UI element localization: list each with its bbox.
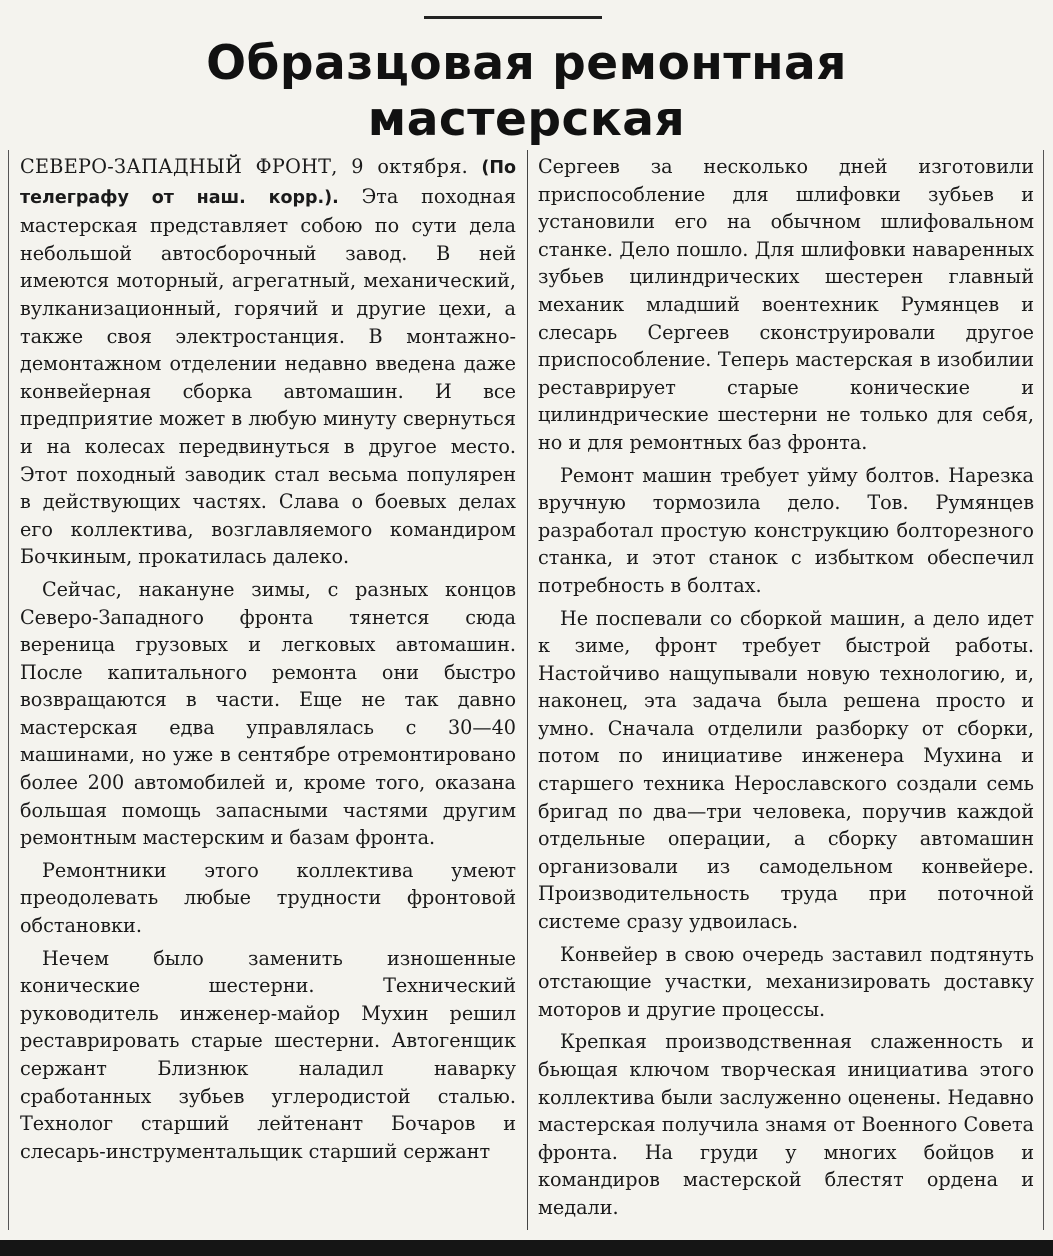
paragraph: Ремонтники этого коллектива умеют преодолевать любые трудности фронтовой обстановки. [20, 858, 516, 938]
paragraph: Сейчас, накануне зимы, с разных концов Северо-Западного фронта тянется сюда вереница грузовых и легковых автомашин. После капитального ремонта они быстро возвращаются в части. Еще не так давно мастерская едва управлялась с 30—40 машинами, но уже в сентябре отремонтировано более 200 автомобилей и, кроме того, оказана большая помощь запасными частями другим ремонтным мастерским и базам фронта. [20, 577, 516, 850]
top-rule [424, 16, 602, 19]
paragraph: Нечем было заменить изношенные конические шестерни. Технический руководитель инженер-майор Мухин решил реставрировать старые шестерни. Автогенщик сержант Близнюк наладил наварку сработанных зубьев углеродистой сталью. Технолог старший лейтенант Бочаров и слесарь-инструментальщик старший сержант [20, 946, 516, 1163]
left-column [20, 153, 516, 1170]
paragraph: Крепкая производственная слаженность и бьющая ключом творческая инициатива этого коллектива были заслуженно оценены. Недавно мастерская получила знамя от Военного Совета фронта. На груди у многих бойцов и командиров мастерской блестят ордена и медали. [538, 1030, 1034, 1219]
headline-line-1: Образцовая ремонтная [206, 36, 847, 91]
paragraph: Конвейер в свою очередь заставил подтянуть отстающие участки, механизировать доставку моторов и другие процессы. [538, 942, 1034, 1021]
paragraph: Не поспевали со сборкой машин, а дело идет к зиме, фронт требует быстрой работы. Настойчиво нащупывали новую технологию, и, наконец, эта задача была решена просто и умно. Сначала отделили разборку от сборки, потом по инициативе инженера Мухина и старшего техника Нерославского создали семь бригад по два—три человека, поручив каждой отдельные операции, а сборку автомашин организовали из самодельном конвейере. Производительность труда при поточной системе сразу удвоилась. [538, 606, 1034, 934]
right-border-rule [1043, 150, 1044, 1230]
headline [0, 36, 1053, 148]
dateline: СЕВЕРО-ЗАПАДНЫЙ ФРОНТ, 9 октября. [20, 155, 469, 178]
left-border-rule [8, 150, 9, 1230]
paragraph-text: Эта походная мастерская представляет собою по сути дела небольшой автосборочный завод. В ней имеются моторный, агрегатный, механический, вулканизационный, горячий и другие цехи, а также своя электростанция. В монтажно-демонтажном отделении недавно введена даже конвейерная сборка автомашин. И все предприятие может в любую минуту свернуться и на колесах передвинуться в другое место. Этот походный заводик стал весьма популярен в действующих частях. Слава о боевых делах его коллектива, возглавляемого командиром Бочкиным, прокатилась далеко. [20, 184, 516, 569]
source-credit: (По телеграфу от наш. корр.). [20, 158, 516, 208]
column-divider [527, 150, 528, 1230]
bottom-scan-edge [0, 1240, 1053, 1256]
lead-paragraph [20, 153, 516, 571]
right-column [538, 153, 1034, 1227]
headline-line-2: мастерская [367, 92, 686, 147]
paragraph: Ремонт машин требует уйму болтов. Нарезка вручную тормозила дело. Тов. Румянцев разработал простую конструкцию болторезного станка, и этот станок с избытком обеспечил потребность в болтах. [538, 463, 1034, 597]
paragraph: Сергеев за несколько дней изготовили приспособление для шлифовки зубьев и установили его на обычном шлифовальном станке. Дело пошло. Для шлифовки наваренных зубьев цилиндрических шестерен главный механик младший воентехник Румянцев и слесарь Сергеев сконструировали другое приспособление. Теперь мастерская в изобилии реставрирует старые конические и цилиндрические шестерни не только для себя, но и для ремонтных баз фронта. [538, 155, 1034, 454]
